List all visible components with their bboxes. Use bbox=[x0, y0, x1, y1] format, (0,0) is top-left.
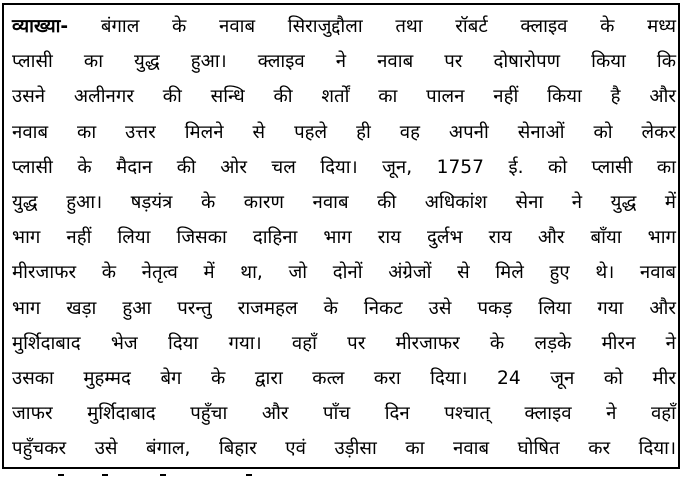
text-box bbox=[2, 3, 680, 469]
text-line-9: भाग खड़ा हुआ परन्तु राजमहल के निकट उसे पकड़ लिया गया और bbox=[12, 297, 676, 319]
cropped-glyph-mark bbox=[160, 470, 166, 476]
cropped-glyph-mark bbox=[102, 470, 108, 476]
text-line-5: प्लासी के मैदान की ओर चल दिया। जून, 1757 ई. को प्लासी का bbox=[12, 156, 676, 178]
text-line-2: प्लासी का युद्ध हुआ। क्लाइव ने नवाब पर दोषारोपण किया कि bbox=[12, 51, 676, 73]
text-line-7: भाग नहीं लिया जिसका दाहिना भाग राय दुर्लभ राय और बाँया भाग bbox=[12, 227, 676, 249]
text-line-6: युद्ध हुआ। षड़यंत्र के कारण नवाब की अधिकांश सेना ने युद्ध में bbox=[12, 192, 676, 214]
text-line-13: पहुँचकर उसे बंगाल, बिहार एवं उड़ीसा का नवाब घोषित कर दिया। bbox=[12, 438, 676, 460]
cropped-glyph-mark bbox=[246, 470, 252, 476]
text-line-1 bbox=[12, 9, 676, 44]
explanation-label: व्याख्या- bbox=[12, 16, 69, 37]
text-line-11: उसका मुहम्मद बेग के द्वारा कत्ल करा दिया। 24 जून को मीर bbox=[12, 368, 676, 390]
text-line-1-body: बंगाल के नवाब सिराजुद्दौला तथा रॉबर्ट क्लाइव के मध्य bbox=[68, 16, 676, 37]
explanation-paragraph bbox=[12, 9, 676, 467]
text-line-4: नवाब का उत्तर मिलने से पहले ही वह अपनी सेनाओं को लेकर bbox=[12, 121, 676, 143]
cropped-glyph-mark bbox=[58, 470, 64, 476]
text-line-12: जाफर मुर्शिदाबाद पहुँचा और पाँच दिन पश्चात् क्लाइव ने वहाँ bbox=[12, 403, 676, 425]
text-line-8: मीरजाफर के नेतृत्व में था, जो दोनों अंग्रेजों से मिले हुए थे। नवाब bbox=[12, 262, 676, 284]
text-line-10: मुर्शिदाबाद भेज दिया गया। वहाँ पर मीरजाफर के लड़के मीरन ने bbox=[12, 332, 676, 354]
cropped-next-line-marks bbox=[10, 470, 670, 478]
text-line-3: उसने अलीनगर की सन्धि की शर्तों का पालन नहीं किया है और bbox=[12, 86, 676, 108]
